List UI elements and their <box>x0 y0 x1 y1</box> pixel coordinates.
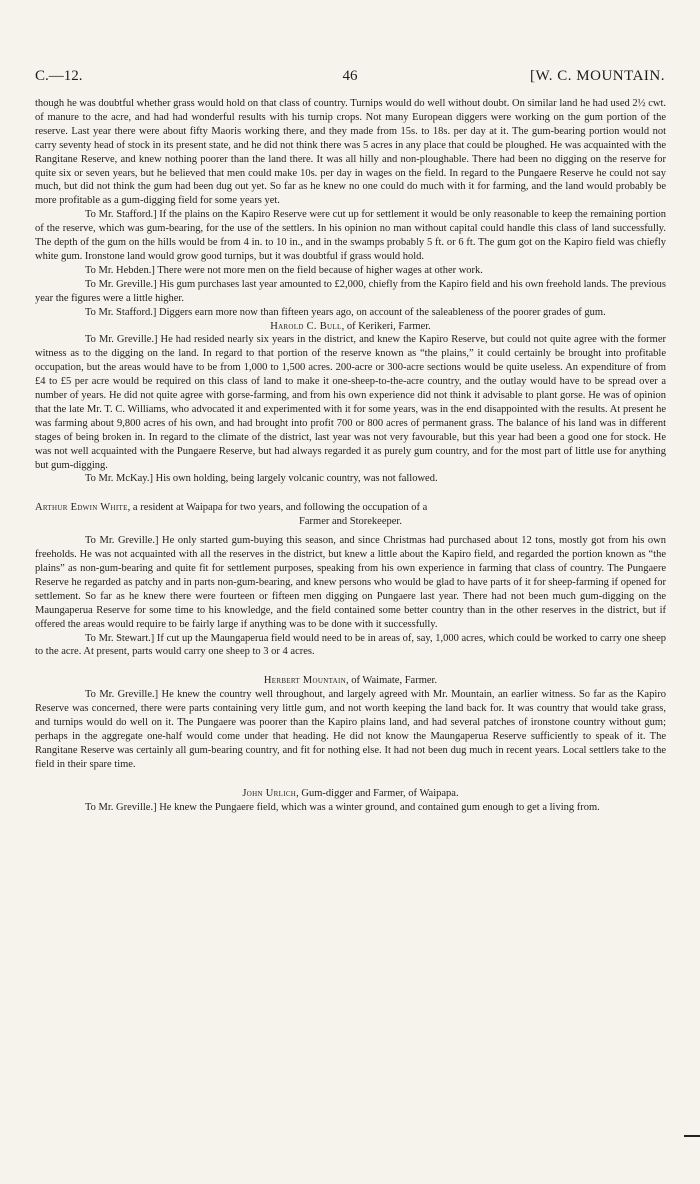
paragraph: To Mr. Stewart.] If cut up the Maungaperua field would need to be in areas of, say, 1,000 acres, which could be worked to carry one sheep to the acre. At present, parts would carry one sheep to 3 or 4 acres. <box>35 632 666 658</box>
paragraph: To Mr. McKay.] His own holding, being largely volcanic country, was not fallowed. <box>85 473 438 485</box>
witness-heading <box>35 787 666 801</box>
witness-description: , a resident at Waipapa for two years, and following the occupation of a <box>127 502 428 514</box>
witness-name: Herbert Mountain <box>263 675 346 687</box>
page-number: 46 <box>342 68 358 84</box>
witness-heading <box>35 320 666 334</box>
margin-mark <box>684 1135 700 1137</box>
witness-name: Arthur Edwin White <box>35 502 128 514</box>
witness-heading <box>35 501 666 515</box>
paragraph: To Mr. Stafford.] Diggers earn more now than fifteen years ago, on account of the saleableness of the poorer grades of gum. <box>85 306 606 318</box>
paragraph: To Mr. Hebden.] There were not more men on the field because of higher wages at other work. <box>85 264 483 276</box>
witness-heading <box>35 674 666 688</box>
paragraph: To Mr. Stafford.] If the plains on the Kapiro Reserve were cut up for settlement it would be only reasonable to keep the remaining portion of the reserve, which was gum-bearing, for the use of the settlers. In his opinion no man without capital could handle this class of land successfully. The depth of the gum on the hills would be from 4 in. to 10 in., and in the swamps probably 5 ft. or 6 ft. The gum got on the Kapiro field was chiefly white gum. Ironstone land would grow good turnips, but it was doubtful if grass would hold. <box>35 209 666 262</box>
paragraph: To Mr. Greville.] He knew the Pungaere field, which was a winter ground, and contained gum enough to get a living from. <box>85 801 600 813</box>
paragraph: To Mr. Greville.] His gum purchases last year amounted to £2,000, chiefly from the Kapiro field and his own freehold lands. The previous year the figures were a little higher. <box>35 278 666 304</box>
paragraph: though he was doubtful whether grass would hold on that class of country. Turnips would do well without doubt. On similar land he had used 2½ cwt. of manure to the acre, and had had wonderful results with his turnip crops. Not many European diggers were working on the gum portion of the reserve. Last year there were about fifty Maoris working there, and they made from 15s. to 18s. per day at it. The gum-bearing portion would not carry seventy head of stock in its present state, and he did not think there was 5 acres in any place that could be ploughed. He was acquainted with the Rangitane Reserve, and knew nothing poorer than the land there. It was all hilly and non-ploughable. There had been no digging on the reserve for quite six or seven years, but he believed that men could make 10s. per day in wages on the field. In regard to the Pungaere Reserve he could not say much, but did not think the gum had been dug out yet. So far as he knew no one could do much with it for farming, and the land would probably be more profitable as a gum-digging field for some years yet. <box>35 98 666 207</box>
witness-name: Harold C. Bull <box>270 320 342 332</box>
document-body <box>35 97 666 815</box>
witness-name: John Urlich <box>242 787 297 799</box>
witness-occupation: Farmer and Storekeeper. <box>299 516 402 528</box>
paper-reference: C.—12. <box>35 68 83 84</box>
witness-description: , Gum-digger and Farmer, of Waipapa. <box>296 787 459 799</box>
paragraph: To Mr. Greville.] He only started gum-buying this season, and since Christmas had purchased about 12 tons, mostly got from his own freeholds. He was not acquainted with all the reserves in the district, but knew a little about the Kapiro field, and regarded the portion known as “the plains” as non-gum-bearing and quite fit for settlement purposes, speaking from his own experience in farming that class of country. The Pungaere Reserve he regarded as patchy and in parts non-gum-bearing, and knew persons who would be glad to have parts of it for sheep-farming if opened for settlement. So far as he knew there were fourteen or fifteen men digging on Pungaere last year. There had not been much gum-digging on the Maungaperua Reserve for some time to his knowledge, and the field contained some better country than in the other reserves in the district, but if offered the areas would require to be fairly large if anything was to be done with it successfully. <box>35 535 666 630</box>
section-running-head: [W. C. MOUNTAIN. <box>530 68 665 84</box>
witness-description: , of Waimate, Farmer. <box>345 675 438 687</box>
paragraph: To Mr. Greville.] He knew the country well throughout, and largely agreed with Mr. Mountain, an earlier witness. So far as the Kapiro Reserve was concerned, there were parts containing very little gum, and not worth keeping the land back for. It was country that would take grass, and turnips would do well on it. The Pungaere was poorer than the Kapiro plains land, and had several patches of ironstone country without gum; perhaps in the aggregate one-half would come under that heading. He did not know the Maungaperua Reserve sufficiently to speak of it. The Rangitane Reserve was certainly all gum-bearing country, and fit for nothing else. It had not been dug much in recent years. Local settlers take to the field in their spare time. <box>35 689 666 770</box>
witness-description: , of Kerikeri, Farmer. <box>341 320 431 332</box>
paragraph: To Mr. Greville.] He had resided nearly six years in the district, and knew the Kapiro Reserve, but could not quite agree with the former witness as to the digging on the land. In regard to that portion of the reserve known as “the plains,” it could certainly be brought into profitable occupation, but the areas would have to be from 1,000 to 1,500 acres. 200-acre or 300-acre sections would be quite useless. An expenditure of from £4 to £5 per acre would be required on this class of land to make it one-sheep-to-the-acre country, and the outlay would have to be spread over a number of years. He did not quite agree with gorse-farming, and from his own experience did not think it advisable to plant gorse. He was of opinion that the late Mr. T. C. Williams, who advocated it and experimented with it for some years, was in the end disappointed with the results. At present he was farming about 9,800 acres of his own, and had brought into profit 700 or 800 acres of permanent grass. The balance of his land was in different stages of being broken in. In regard to the climate of the district, last year was not very favourable, but this year had been a good one for stock. He was not well acquainted with the Pungaere Reserve, but had always regarded it as purely gum country, and for the most part of little use for anything but gum-digging. <box>35 334 666 471</box>
page-header <box>35 68 665 88</box>
